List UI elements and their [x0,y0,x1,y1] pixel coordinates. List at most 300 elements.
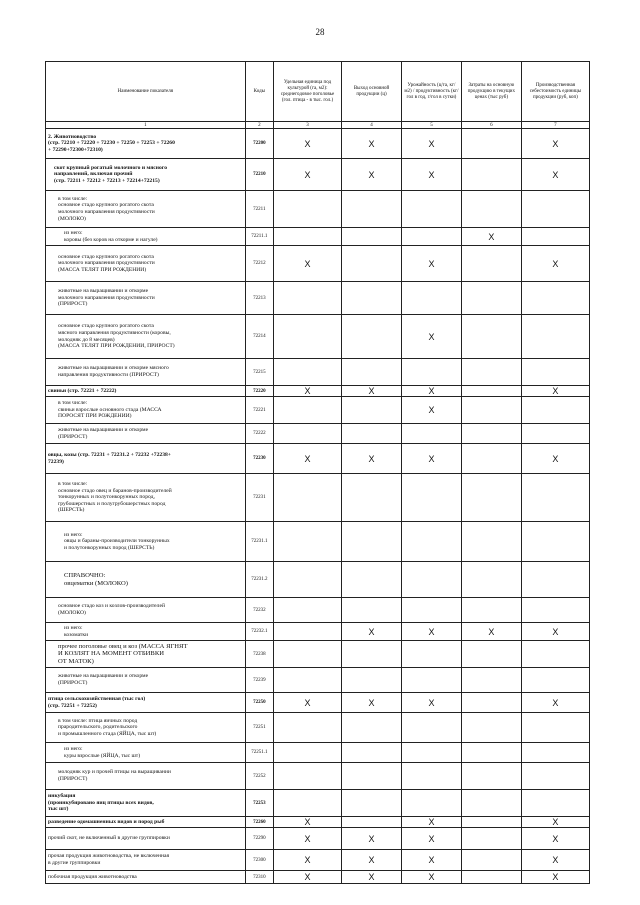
mark-cell [401,598,461,623]
mark-cell [461,246,521,282]
table-row [46,246,590,282]
indicator-name-line: И КОЗЛЯТ НА МОМЕНТ ОТБИВКИ [58,650,164,658]
mark-cell [273,562,341,598]
mark-cell [461,743,521,763]
indicator-name-line: скот крупный рогатый молочного и мясного [54,164,168,171]
indicator-name-line: животные на выращивании и откорме [58,673,149,680]
indicator-name-line: прочий скот, не включенный в другие группировки [48,835,170,842]
mark-cell [342,790,402,817]
table-row [46,129,590,159]
indicator-name-line: овцы, козы (стр. 72231 + 72231.2 + 72232 +72238+ [48,451,171,458]
indicator-name-line: тыс шт) [48,806,69,813]
mark-cell [461,522,521,562]
mark-cell [273,641,341,668]
indicator-name-line: основное стадо коз и козлов-производителей [58,603,165,610]
row-code: 72213 [245,282,273,315]
mark-cell [401,282,461,315]
mark-cell [273,790,341,817]
mark-cell: X [401,386,461,397]
indicator-name-line: молочного направления продуктивности [58,209,155,215]
table-row [46,282,590,315]
mark-cell [521,474,589,522]
indicator-name [46,397,246,424]
header-row [46,62,590,122]
mark-cell [461,386,521,397]
mark-cell [461,129,521,159]
mark-cell [461,850,521,871]
indicator-name [46,191,246,228]
indicator-name-line: (ПРИРОСТ) [58,301,88,308]
mark-cell [461,282,521,315]
mark-cell [342,282,402,315]
mark-cell [342,474,402,522]
indicator-name [46,444,246,474]
mark-cell: X [342,871,402,884]
indicator-name-line: (ПРИРОСТ) [58,680,88,686]
livestock-indicators-table [45,61,590,884]
mark-cell [273,763,341,790]
mark-cell [521,790,589,817]
mark-cell [461,817,521,828]
column-number: 6 [461,122,521,129]
mark-cell [401,763,461,790]
indicator-name [46,522,246,562]
table-row [46,790,590,817]
row-code: 72222 [245,424,273,444]
table-row [46,641,590,668]
mark-cell [461,763,521,790]
row-code: 72231.2 [245,562,273,598]
mark-cell [273,397,341,424]
mark-cell: X [342,828,402,850]
table-row [46,668,590,693]
indicator-name-line: овцы и бараны-производители тонкорунных [64,538,170,545]
mark-cell [521,282,589,315]
column-number: 1 [46,122,246,129]
column-header: Коды [245,62,273,122]
mark-cell [521,668,589,693]
mark-cell [461,315,521,359]
indicator-name [46,598,246,623]
row-code: 72260 [245,817,273,828]
mark-cell [521,763,589,790]
indicator-name [46,386,246,397]
indicator-name-line: животные на выращивании и откорме [58,426,149,433]
mark-cell [521,315,589,359]
mark-cell: X [401,397,461,424]
mark-cell: X [342,444,402,474]
row-code: 72220 [245,386,273,397]
table-row [46,397,590,424]
indicator-name [46,668,246,693]
mark-cell [521,424,589,444]
indicator-name-line: и полутонкорунных пород (ШЕРСТЬ) [64,544,155,551]
indicator-name-line: в том числе: птица яичных пород [58,717,138,724]
row-code: 72211.1 [245,228,273,246]
indicator-name-line: (стр. 72210 + 72220 + 72230 + 72250 + 72253 + 72260 [48,140,175,147]
indicator-name-line: тонкорунных и полутонкорунных пород, [58,494,155,501]
mark-cell [342,397,402,424]
column-header: Удельная единица под культурой (га, м2): среднегодовое поголовье (гол. птица - в тыс. гол.) [273,62,341,122]
table-row [46,871,590,884]
mark-cell: X [342,693,402,713]
indicator-name-line: (ПРИРОСТ) [58,433,88,440]
indicator-name [46,282,246,315]
table-row [46,598,590,623]
indicator-name-line: молочного направления продуктивности [58,294,155,301]
mark-cell [342,228,402,246]
indicator-name-line: свиньи взрослые основного стада (МАССА [58,406,162,413]
mark-cell [342,359,402,386]
mark-cell [521,743,589,763]
mark-cell: X [401,828,461,850]
table-row [46,315,590,359]
row-code: 72239 [245,668,273,693]
mark-cell: X [273,871,341,884]
mark-cell [521,641,589,668]
indicator-name-line: (ПРИРОСТ) [58,776,88,782]
mark-cell [273,713,341,743]
indicator-name-line: 2. Животноводство [48,133,97,140]
indicator-name-line: свиньи (стр. 72221 + 72222) [48,387,117,394]
table-row [46,474,590,522]
mark-cell [342,246,402,282]
indicator-name-line: и промышленного стада (ЯЙЦА, тыс шт) [58,730,157,737]
indicator-name [46,424,246,444]
mark-cell: X [521,246,589,282]
table-row [46,623,590,641]
mark-cell: X [342,850,402,871]
mark-cell [342,713,402,743]
mark-cell [401,641,461,668]
mark-cell [273,623,341,641]
indicator-name-line: козоматки [64,631,89,638]
mark-cell [461,562,521,598]
mark-cell: X [401,159,461,191]
indicator-name [46,129,246,159]
indicator-name-line: (проинкубировано яиц птицы всех видов, [48,799,154,806]
indicator-name-line: (ШЕРСТЬ) [58,507,85,514]
mark-cell [401,743,461,763]
mark-cell [461,668,521,693]
table-row [46,562,590,598]
indicator-name-line: (МОЛОКО) [58,610,86,616]
indicator-name-line: (стр. 72251 + 72252) [48,702,97,709]
row-code: 72250 [245,693,273,713]
mark-cell [401,191,461,228]
mark-cell: X [273,693,341,713]
mark-cell: X [521,386,589,397]
indicator-name [46,871,246,884]
row-code: 72232.1 [245,623,273,641]
indicator-name [46,159,246,191]
indicator-name [46,817,246,828]
indicator-name [46,359,246,386]
indicator-name-line: ПОРОСЯТ ПРИ РОЖДЕНИИ) [58,413,132,420]
table-body [46,129,590,884]
mark-cell [461,159,521,191]
indicator-name [46,743,246,763]
row-code: 72230 [245,444,273,474]
indicator-name-line: животные на выращивании и откорме [58,288,149,295]
mark-cell [521,191,589,228]
column-header: Выход основной продукции (ц) [342,62,402,122]
mark-cell: X [273,159,341,191]
indicator-name-line: направления продуктивности (ПРИРОСТ) [58,372,159,378]
mark-cell [401,228,461,246]
mark-cell: X [521,129,589,159]
table-row [46,228,590,246]
indicator-name-line: из него: [64,531,83,538]
indicator-name-line: из него: [64,229,83,236]
mark-cell: X [521,828,589,850]
indicator-name [46,474,246,522]
mark-cell: X [273,850,341,871]
indicator-name-line: прародительского, родительского [58,724,138,731]
indicator-name [46,228,246,246]
table-row [46,850,590,871]
row-code: 72238 [245,641,273,668]
mark-cell [401,790,461,817]
mark-cell [461,693,521,713]
indicator-name-line: ОТ МАТОК) [58,657,94,665]
mark-cell [401,424,461,444]
mark-cell: X [461,623,521,641]
mark-cell: X [521,444,589,474]
indicator-name-line: (МОЛОКО) [58,215,86,222]
mark-cell [342,668,402,693]
mark-cell: X [401,444,461,474]
mark-cell [273,474,341,522]
mark-cell [461,359,521,386]
table-row [46,444,590,474]
mark-cell [461,871,521,884]
mark-cell: X [401,246,461,282]
indicator-name [46,790,246,817]
mark-cell [273,359,341,386]
mark-cell [342,424,402,444]
mark-cell [273,668,341,693]
indicator-name-line: основное стадо крупного рогатого скота [58,202,154,209]
row-code: 72231 [245,474,273,522]
indicator-name-line: 72239) [48,458,64,465]
indicator-name-line: молодняк кур и прочей птицы на выращивании [58,769,171,776]
indicator-name [46,641,246,668]
indicator-name-line: (МАССА ТЕЛЯТ ПРИ РОЖДЕНИИ) [58,266,147,273]
mark-cell: X [273,817,341,828]
mark-cell [342,562,402,598]
mark-cell [461,397,521,424]
page-number: 28 [315,27,325,37]
mark-cell [461,474,521,522]
indicator-name-line: в том числе: [58,400,88,407]
mark-cell [273,228,341,246]
mark-cell [342,598,402,623]
indicator-name-line: в другие группировки [48,860,101,866]
column-number: 3 [273,122,341,129]
mark-cell [521,228,589,246]
column-number-row [46,122,590,129]
indicator-name [46,562,246,598]
indicator-name-line: мясного направления продуктивности (коровы, [58,329,171,336]
row-code: 72221 [245,397,273,424]
row-code: 72210 [245,159,273,191]
table-row [46,359,590,386]
table-row [46,159,590,191]
indicator-name [46,850,246,871]
indicator-name-line: (стр. 72211 + 72212 + 72213 + 72214+72215) [54,177,160,184]
mark-cell [342,191,402,228]
indicator-name-line: + 72290+72300+72310) [48,146,103,153]
mark-cell: X [521,850,589,871]
mark-cell: X [521,871,589,884]
indicator-name [46,693,246,713]
mark-cell [342,315,402,359]
mark-cell: X [273,444,341,474]
indicator-name-line: грубошерстных и полугрубошерстных пород [58,500,166,507]
mark-cell: X [401,623,461,641]
row-code: 72290 [245,828,273,850]
indicator-name-line: из него: [64,745,83,752]
mark-cell [461,790,521,817]
mark-cell [521,598,589,623]
table-row [46,693,590,713]
mark-cell: X [401,315,461,359]
mark-cell: X [342,386,402,397]
indicator-name-line: СПРАВОЧНО: [64,572,106,580]
mark-cell: X [401,693,461,713]
mark-cell: X [401,871,461,884]
indicator-name-line: основное стадо овец и баранов-производителей [58,487,172,494]
mark-cell [461,444,521,474]
mark-cell [342,641,402,668]
mark-cell [401,474,461,522]
mark-cell: X [401,817,461,828]
row-code: 72231.1 [245,522,273,562]
indicator-name [46,828,246,850]
mark-cell [273,191,341,228]
mark-cell [401,713,461,743]
mark-cell [521,562,589,598]
indicator-name [46,763,246,790]
indicator-name-line: коровы (без коров на откорме и нагуле) [64,236,158,243]
mark-cell: X [273,129,341,159]
indicator-name-line: куры взрослые (ЯЙЦА, тыс шт) [64,752,141,759]
mark-cell [273,282,341,315]
mark-cell: X [273,828,341,850]
indicator-name-line: молочного направления продуктивности [58,260,155,267]
mark-cell [461,828,521,850]
mark-cell [461,191,521,228]
mark-cell: X [521,693,589,713]
mark-cell [342,817,402,828]
mark-cell [342,522,402,562]
mark-cell: X [521,159,589,191]
table-row [46,817,590,828]
table-row [46,424,590,444]
table-row [46,743,590,763]
indicator-name [46,713,246,743]
column-number: 2 [245,122,273,129]
table-row [46,386,590,397]
indicator-name-line: направлений, включая прочий [54,171,133,178]
mark-cell: X [273,246,341,282]
column-header: Наименование показателя [46,62,246,122]
table-row [46,191,590,228]
indicator-name [46,623,246,641]
indicator-name-line: в том числе: [58,481,88,488]
row-code: 72251.1 [245,743,273,763]
column-header: Урожайность (ц/га, кг/м2) / продуктивность (кг/гол в год, г/гол в сутки) [401,62,461,122]
indicator-name-line: птица сельскохозяйственная (тыс гол) [48,695,146,702]
mark-cell [461,641,521,668]
mark-cell: X [401,129,461,159]
indicator-name-line: в том числе: [58,195,88,202]
indicator-name-line: прочее поголовье овец и коз (МАССА ЯГНЯТ [58,642,188,650]
indicator-name-line: прочая продукция животноводства, не включенная [48,853,170,860]
mark-cell: X [273,386,341,397]
row-code: 72232 [245,598,273,623]
mark-cell [461,598,521,623]
mark-cell [521,713,589,743]
mark-cell [521,522,589,562]
indicator-name-line: (МАССА ТЕЛЯТ ПРИ РОЖДЕНИИ, ПРИРОСТ) [58,343,175,350]
row-code: 72251 [245,713,273,743]
indicator-name-line: основное стадо крупного рогатого скота [58,323,154,330]
mark-cell: X [521,817,589,828]
row-code: 72215 [245,359,273,386]
mark-cell [273,424,341,444]
mark-cell: X [342,159,402,191]
row-code: 72211 [245,191,273,228]
mark-cell [342,743,402,763]
table-row [46,763,590,790]
table-row [46,713,590,743]
indicator-name-line: инкубация [48,793,76,800]
mark-cell [401,522,461,562]
column-number: 7 [521,122,589,129]
mark-cell [273,598,341,623]
column-number: 5 [401,122,461,129]
mark-cell [342,763,402,790]
indicator-name-line: животные на выращивании и откорме мясного [58,365,169,372]
row-code: 72214 [245,315,273,359]
indicator-name-line: разведение одомашненных видов и пород рыб [48,818,165,825]
indicator-name-line: молодняк до 8 месяцев) [58,336,115,343]
mark-cell: X [401,850,461,871]
row-code: 72252 [245,763,273,790]
mark-cell: X [521,623,589,641]
mark-cell: X [342,129,402,159]
mark-cell [461,713,521,743]
indicator-name-line: побочная продукция животноводства [48,873,137,880]
mark-cell [461,424,521,444]
mark-cell: X [461,228,521,246]
column-header: Затраты на основную продукцию в текущих ценах (тыс руб) [461,62,521,122]
mark-cell [521,359,589,386]
mark-cell [273,522,341,562]
mark-cell [401,668,461,693]
mark-cell: X [342,623,402,641]
mark-cell [401,562,461,598]
mark-cell [273,315,341,359]
mark-cell [401,359,461,386]
row-code: 72253 [245,790,273,817]
mark-cell [521,397,589,424]
table-row [46,522,590,562]
mark-cell [273,743,341,763]
indicator-name-line: овцематки (МОЛОКО) [64,579,128,587]
